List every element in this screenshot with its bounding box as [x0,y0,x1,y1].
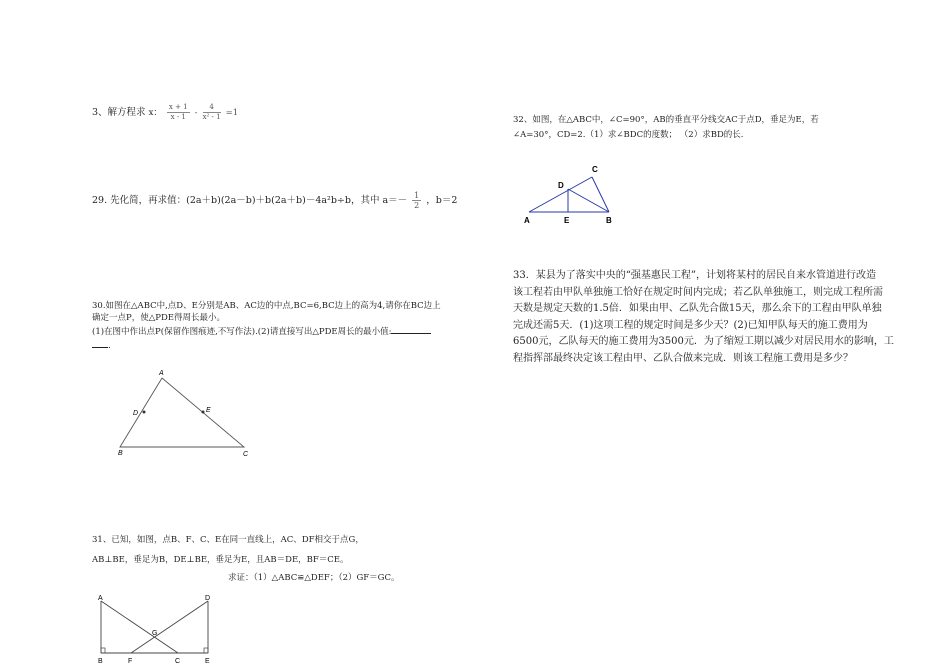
label-e: E [205,658,210,665]
point-d [143,411,146,414]
question-32-line-1: 32、如图，在△ABC中，∠C=90°，AB的垂直平分线交AC于点D，垂足为E，若 [513,115,819,125]
label-a: A [159,370,164,377]
label-c: C [592,165,598,174]
label-a: A [98,595,103,602]
question-29 [92,191,457,210]
fraction-2: $\frac{4}{\text{x² - 1}}$ [202,103,221,121]
label-a: A [524,216,530,225]
question-30-line-1: 30.如图在△ABC中,点D、E分别是AB、AC边的中点,BC=6,BC边上的高为4,请你在BC边上 [92,301,441,311]
question-33-line-1: 33．某县为了落实中央的“强基惠民工程”，计划将某村的居民自来水管道进行改造 [513,270,876,281]
fraction-1: $\frac{x + 1}{x - 1}$ [168,103,188,121]
figure-q30-triangle [110,365,260,460]
label-b: B [98,658,103,665]
answer-blank [391,324,431,334]
question-3 [92,103,238,122]
label-d: D [205,595,211,602]
figure-q32-triangle [520,160,625,230]
question-32-line-2: ∠A=30°，CD=2.（1）求∠BDC的度数； （2）求BD的长. [513,130,744,140]
equation-rhs: =1 [225,108,239,118]
label-b: B [118,450,123,457]
label-e: E [564,216,570,225]
figure-q31 [94,591,224,669]
question-32 [513,114,923,141]
question-29-text: 29. 先化简，再求值：(2a＋b)(2a－b)＋b(2a＋b)－4a²b÷b，其中 a＝－ [92,195,408,206]
question-31-line-3: 求证：（1）△ABC≌△DEF；（2）GF＝GC。 [228,573,400,583]
question-33 [513,268,933,367]
point-e [202,411,205,414]
question-33-line-6: 程指挥部最终决定该工程由甲、乙队合做来完成．则该工程施工费用是多少？ [513,352,853,364]
label-b: B [606,216,612,225]
answer-blank-2 [92,338,108,348]
label-e: E [206,407,211,414]
minus-sign: - [194,108,198,118]
question-31 [92,534,492,584]
label-c: C [243,451,249,458]
question-33-line-5: 6500元，乙队每天的施工费用为3500元．为了缩短工期以减少对居民用水的影响，工 [513,336,894,347]
question-33-line-3: 天数是规定天数的1.5倍．如果由甲、乙队先合做15天，那么余下的工程由甲队单独 [513,303,882,314]
question-3-variable: x： [148,108,162,118]
label-c: C [175,658,181,665]
question-30-line-3: (1)在图中作出点P(保留作图痕迹,不写作法).(2)请直接写出△PDE周长的最小值: [92,324,497,338]
label-f: F [128,658,133,665]
question-30-line-4: . [92,338,497,352]
label-d: D [133,410,139,417]
question-31-line-2: AB⊥BE，垂足为B，DE⊥BE，垂足为E，且AB＝DE，BF＝CE。 [92,555,349,565]
label-d: D [558,181,564,190]
question-30 [92,300,497,352]
fraction-half: $\frac{1}{2}$ [414,191,420,210]
question-31-line-1: 31、已知，如图，点B、F、C、E在同一直线上，AC、DF相交于点G， [92,535,364,545]
question-33-line-2: 该工程若由甲队单独施工恰好在规定时间内完成；若乙队单独施工，则完成工程所需 [513,286,883,298]
question-3-label: 3、解方程求 [92,107,146,118]
question-33-line-4: 完成还需5天．(1)这项工程的规定时间是多少天？(2)已知甲队每天的施工费用为 [513,319,868,331]
question-29-tail: ，b＝2 [426,195,458,206]
question-30-line-2: 确定一点P，使△PDE得周长最小。 [92,313,225,323]
label-g: G [152,630,158,637]
